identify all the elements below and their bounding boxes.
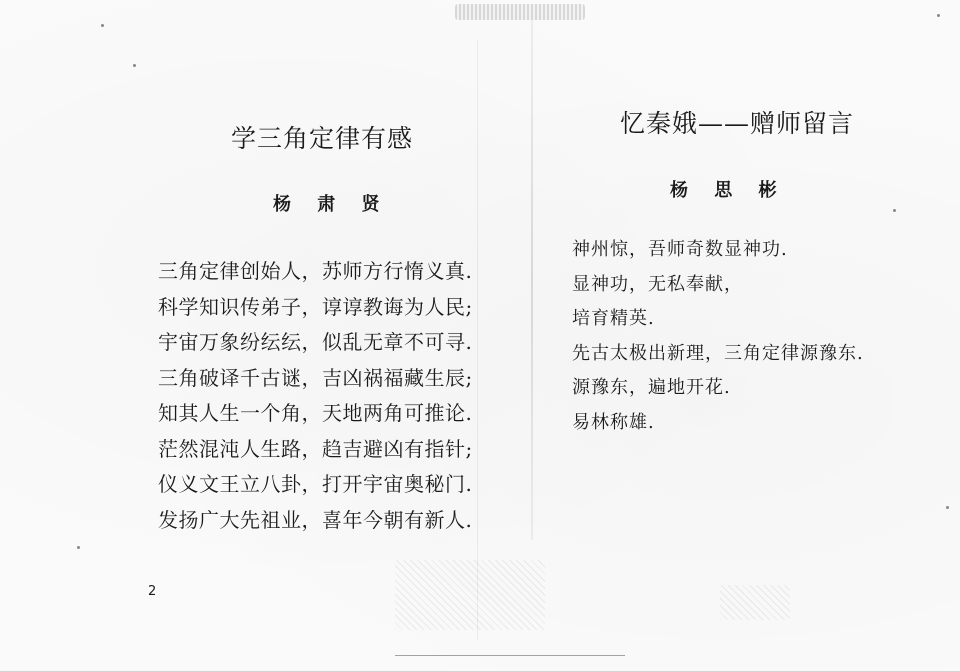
scan-edge-line [395, 655, 625, 656]
poem-line: 神州惊，吾师奇数显神功. [572, 239, 788, 260]
scan-speck [893, 209, 896, 212]
poem-line: 显神功，无私奉献， [572, 273, 743, 295]
poem-line: 培育精英. [572, 308, 655, 329]
scan-speck [946, 506, 949, 509]
poem-line: 宇宙万象纷纭纭，似乱无章不可寻. [158, 330, 473, 354]
scan-smudge-bottom-left [395, 560, 545, 630]
poem-line: 先古太极出新理，三角定律源豫东. [572, 342, 864, 364]
poem-line: 发扬广大先祖业，喜年今朝有新人. [158, 507, 473, 532]
page-gutter [531, 20, 533, 540]
right-poem [572, 233, 864, 440]
poem-line: 三角定律创始人，苏师方行惰义真. [158, 259, 473, 283]
left-page-title: 学三角定律有感 [231, 124, 414, 153]
scan-speck [101, 24, 104, 27]
left-poem [158, 254, 473, 538]
poem-line: 三角破译千古谜，吉凶祸福藏生辰; [158, 365, 473, 390]
scan-smudge-bottom-right [720, 585, 790, 620]
poem-line: 易林称雄. [572, 411, 655, 433]
scan-speck [77, 546, 80, 549]
scan-smudge-top [455, 4, 585, 20]
poem-line: 知其人生一个角，天地两角可推论. [158, 401, 473, 425]
poem-line: 茫然混沌人生路，趋吉避凶有指针; [158, 436, 473, 461]
poem-line: 源豫东，遍地开花. [572, 377, 731, 398]
poem-line: 科学知识传弟子，谆谆教诲为人民; [158, 294, 473, 319]
page-number: 2 [148, 584, 157, 599]
poem-line: 仪义文王立八卦，打开宇宙奥秘门. [158, 472, 473, 496]
right-page-author: 杨 思 彬 [670, 180, 787, 201]
scan-speck [133, 64, 136, 67]
fold-line [477, 40, 478, 640]
right-page-title: 忆秦娥——赠师留言 [620, 109, 855, 138]
left-page-author: 杨 肃 贤 [273, 194, 390, 215]
scan-speck [937, 14, 940, 17]
